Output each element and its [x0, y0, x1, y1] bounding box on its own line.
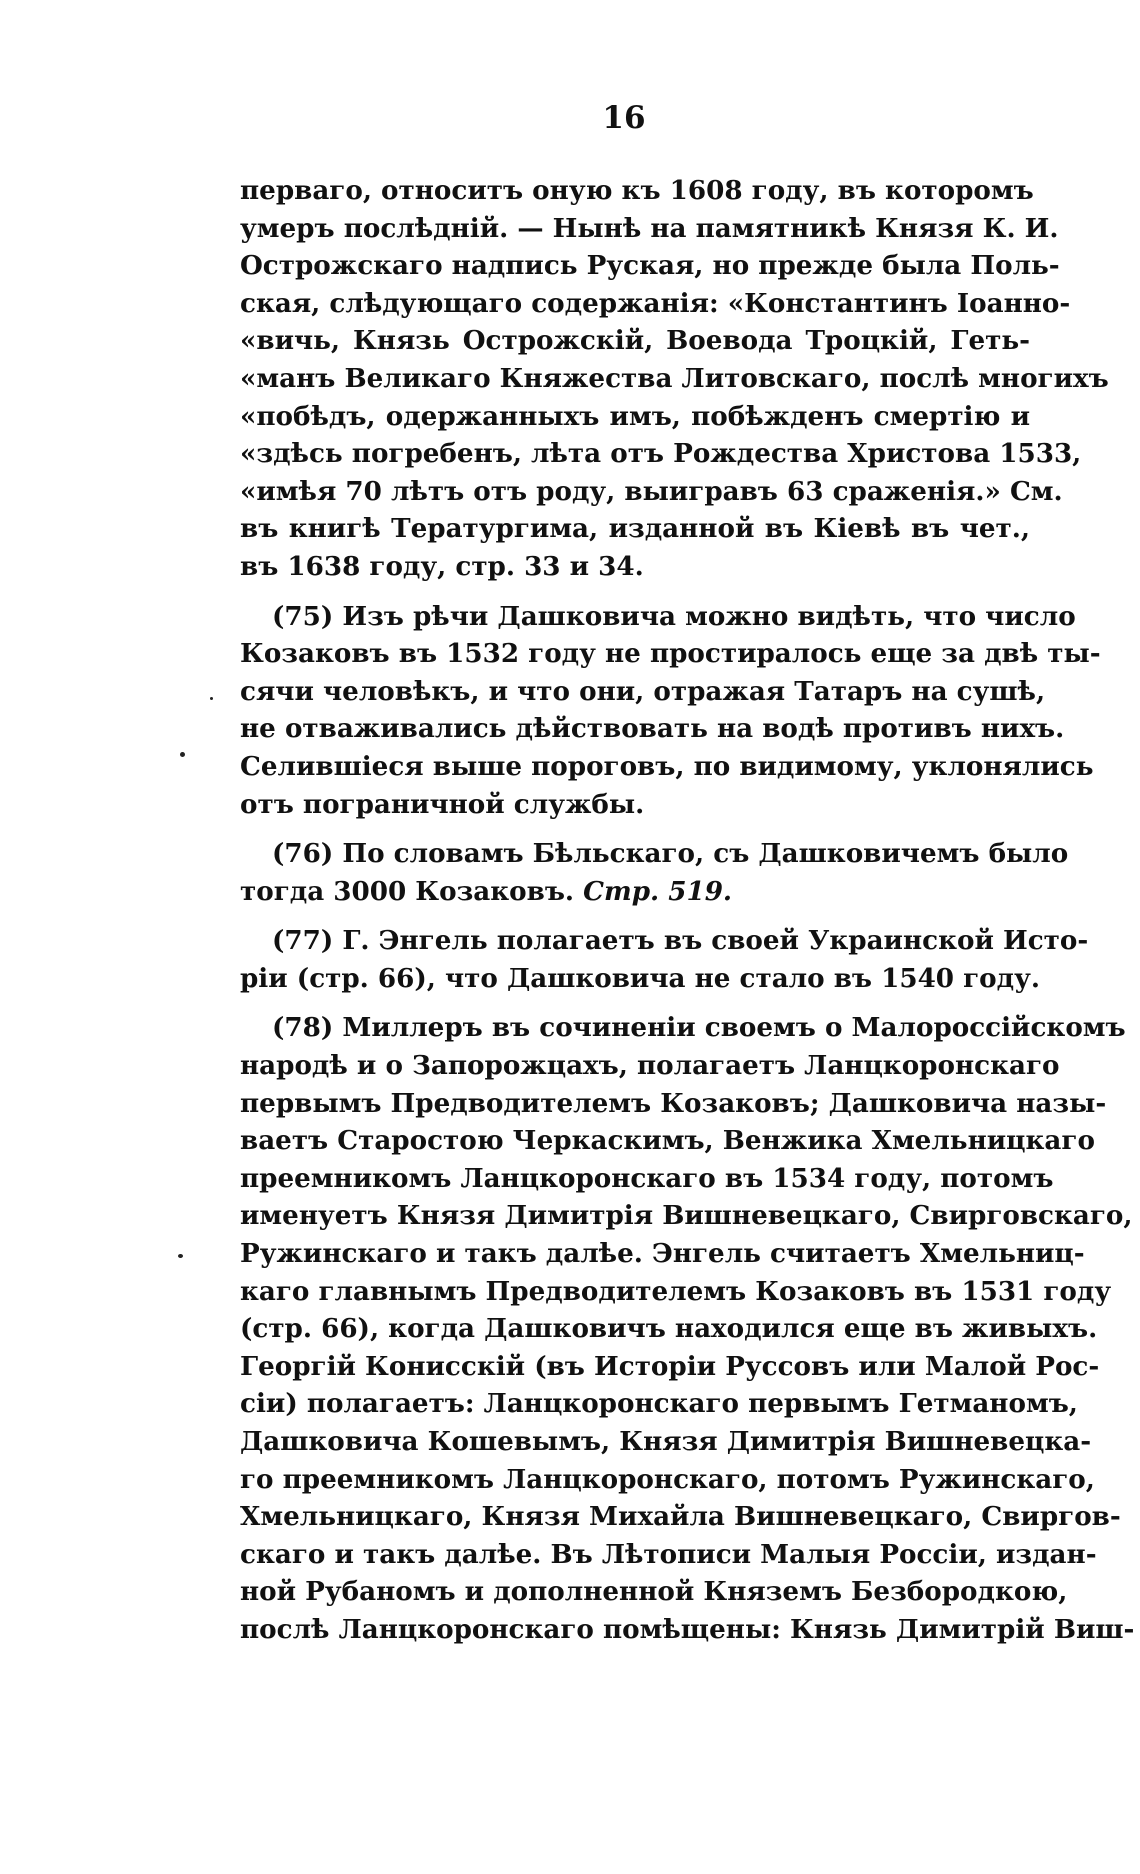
text-line: (75) Изъ рѣчи Дашковича можно видѣть, что число: [272, 600, 1076, 632]
text-line: Козаковъ въ 1532 году не простиралось еще за двѣ ты-: [240, 638, 1101, 670]
text-line: «манъ Великаго Княжества Литовскаго, послѣ многихъ: [240, 362, 1109, 394]
text-segment: тогда 3000 Козаковъ.: [240, 875, 575, 907]
text-line: «побѣдъ, одержанныхъ имъ, побѣжденъ смертію и: [240, 400, 1030, 432]
text-line: «имѣя 70 лѣтъ отъ роду, выигравъ 63 сраженія.» См.: [240, 475, 1063, 507]
text-line: го преемникомъ Ланцкоронскаго, потомъ Ружинскаго,: [240, 1463, 1095, 1495]
text-line: (76) По словамъ Бѣльскаго, съ Дашковичемъ было: [272, 838, 1069, 870]
text-line: въ 1638 году, стр. 33 и 34.: [240, 550, 644, 582]
text-line: (78) Миллеръ въ сочиненіи своемъ о Малороссійскомъ: [272, 1012, 1126, 1044]
footnotes-text: [240, 172, 1135, 1661]
print-speck: [210, 697, 213, 700]
text-line: «вичь, Князь Острожскій, Воевода Троцкій, Геть-: [240, 325, 1030, 357]
text-line: (77) Г. Энгель полагаетъ въ своей Украинской Исто-: [272, 925, 1089, 957]
text-line: скаго и такъ далѣе. Въ Лѣтописи Малыя Россіи, издан-: [240, 1538, 1097, 1570]
text-line: (стр. 66), когда Дашковичъ находился еще въ живыхъ.: [240, 1313, 1098, 1345]
footnote-75: [240, 598, 1101, 824]
text-line: Ружинскаго и такъ далѣе. Энгель считаетъ Хмельниц-: [240, 1238, 1085, 1270]
text-line: народѣ и о Запорожцахъ, полагаетъ Ланцкоронскаго: [240, 1050, 1060, 1082]
text-line: «здѣсь погребенъ, лѣта отъ Рождества Христова 1533,: [240, 438, 1082, 470]
text-line-with-reference: [240, 873, 1030, 911]
text-line: Георгій Конисскій (въ Исторіи Руссовъ или Малой Рос-: [240, 1350, 1100, 1382]
footnote-78: [240, 1009, 1135, 1648]
text-line: ной Рубаномъ и дополненной Княземъ Безбородкою,: [240, 1576, 1068, 1608]
page-reference: Стр. 519.: [583, 875, 733, 907]
text-line: ваетъ Старостою Черкаскимъ, Венжика Хмельницкаго: [240, 1125, 1095, 1157]
text-line: ская, слѣдующаго содержанія: «Константинъ Іоанно-: [240, 287, 1071, 319]
text-line: Острожскаго надпись Руская, но прежде была Поль-: [240, 250, 1060, 282]
text-line: преемникомъ Ланцкоронскаго въ 1534 году, потомъ: [240, 1162, 1054, 1194]
footnote-76: [240, 835, 1069, 910]
print-speck: [178, 1254, 183, 1258]
page-number: 16: [602, 100, 646, 136]
print-speck: [180, 752, 185, 757]
text-line: первымъ Предводителемъ Козаковъ; Дашковича назы-: [240, 1087, 1107, 1119]
text-line: Селившіеся выше пороговъ, по видимому, уклонялись: [240, 750, 1094, 782]
text-line: не отваживались дѣйствовать на водѣ противъ нихъ.: [240, 713, 1065, 745]
text-line: въ книгѣ Тератургима, изданной въ Кіевѣ въ чет.,: [240, 513, 1030, 545]
text-line: ріи (стр. 66), что Дашковича не стало въ 1540 году.: [240, 962, 1040, 994]
paragraph-continuation: [240, 172, 1109, 586]
text-line: именуетъ Князя Димитрія Вишневецкаго, Свирговскаго,: [240, 1200, 1133, 1232]
text-line: сячи человѣкъ, и что они, отражая Татаръ на сушѣ,: [240, 675, 1046, 707]
text-line: Хмельницкаго, Князя Михайла Вишневецкаго, Свиргов-: [240, 1501, 1121, 1533]
footnote-77: [240, 922, 1089, 997]
text-line: умеръ послѣдній. — Нынѣ на памятникѣ Князя К. И.: [240, 212, 1059, 244]
text-line: отъ пограничной службы.: [240, 788, 645, 820]
text-line: Дашковича Кошевымъ, Князя Димитрія Вишневецка-: [240, 1426, 1092, 1457]
text-line: послѣ Ланцкоронскаго помѣщены: Князь Димитрій Виш-: [240, 1613, 1135, 1645]
text-line: сіи) полагаетъ: Ланцкоронскаго первымъ Гетманомъ,: [240, 1388, 1078, 1420]
text-line: перваго, относитъ оную къ 1608 году, въ которомъ: [240, 175, 1034, 206]
text-line: каго главнымъ Предводителемъ Козаковъ въ 1531 году: [240, 1275, 1112, 1307]
